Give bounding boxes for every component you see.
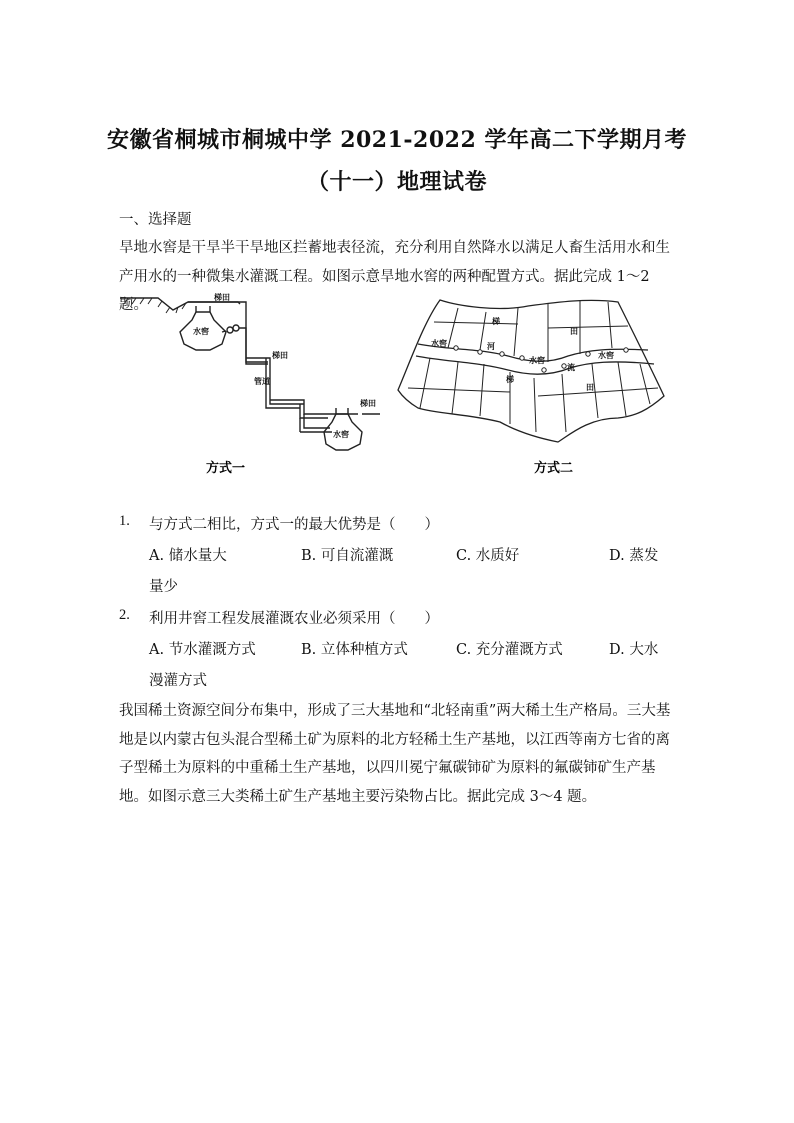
label-tian-2: 田 — [586, 382, 594, 392]
caption-method-one: 方式一 — [206, 461, 246, 476]
diagram-method-one — [120, 298, 380, 450]
option-d-continuation: 漫灌方式 — [149, 673, 207, 689]
question-number: 2. — [119, 607, 130, 623]
label-cellar-3: 水窖 — [598, 350, 614, 360]
label-terrace-mid: 梯田 — [272, 350, 288, 360]
label-cellar-2: 水窖 — [529, 355, 545, 365]
option-b[interactable]: B. 可自流灌溉 — [301, 548, 394, 564]
option-c[interactable]: C. 水质好 — [456, 548, 520, 564]
option-c[interactable]: C. 充分灌溉方式 — [456, 642, 563, 658]
question-number: 1. — [119, 513, 130, 529]
label-liu: 流 — [567, 362, 575, 372]
label-he: 河 — [487, 341, 495, 351]
option-d[interactable]: D. 蒸发 — [609, 548, 659, 564]
option-a[interactable]: A. 储水量大 — [149, 548, 227, 564]
label-ti: 梯 — [492, 316, 500, 326]
label-terrace-top: 梯田 — [214, 292, 230, 302]
passage-1: 旱地水窖是干旱半干旱地区拦蓄地表径流，充分利用自然降水以满足人畜生活用水和生产用水的一种微集水灌溉工程。如图示意旱地水窖的两种配置方式。据此完成 1～2 题。 — [119, 240, 670, 313]
passage-2: 我国稀土资源空间分布集中，形成了三大基地和“北轻南重”两大稀土生产格局。三大基地是以内蒙古包头混合型稀土矿为原料的北方轻稀土生产基地，以江西等南方七省的离子型稀土为原料的中重稀土生产基地，以四川冕宁氟碳铈矿为原料的氟碳铈矿生产基地。如图示意三大类稀土矿生产基地主要污染物占比。据此完成 3～4 题。 — [119, 703, 671, 805]
option-d[interactable]: D. 大水 — [609, 642, 659, 658]
label-ti-2: 梯 — [506, 374, 514, 384]
exam-title-line1: 安徽省桐城市桐城中学 2021-2022 学年高二下学期月考 — [107, 127, 687, 153]
caption-method-two: 方式二 — [534, 461, 574, 476]
option-a[interactable]: A. 节水灌溉方式 — [149, 642, 256, 658]
label-cellar-low: 水窖 — [333, 429, 349, 439]
option-b[interactable]: B. 立体种植方式 — [301, 642, 408, 658]
label-cellar-1: 水窖 — [431, 338, 447, 348]
label-pipe: 管道 — [254, 376, 270, 386]
label-cellar-top: 水窖 — [193, 326, 209, 336]
label-tian: 田 — [570, 326, 578, 336]
diagram-method-two — [398, 300, 664, 442]
question-stem: 与方式二相比，方式一的最大优势是（ ） — [149, 517, 439, 533]
figure-water-cellar — [118, 292, 690, 480]
option-d-continuation: 量少 — [149, 579, 178, 595]
question-stem: 利用井窖工程发展灌溉农业必须采用（ ） — [149, 611, 439, 627]
exam-title-line2: （十一）地理试卷 — [306, 169, 487, 195]
label-terrace-low: 梯田 — [360, 398, 376, 408]
section-heading: 一、选择题 — [119, 212, 192, 228]
